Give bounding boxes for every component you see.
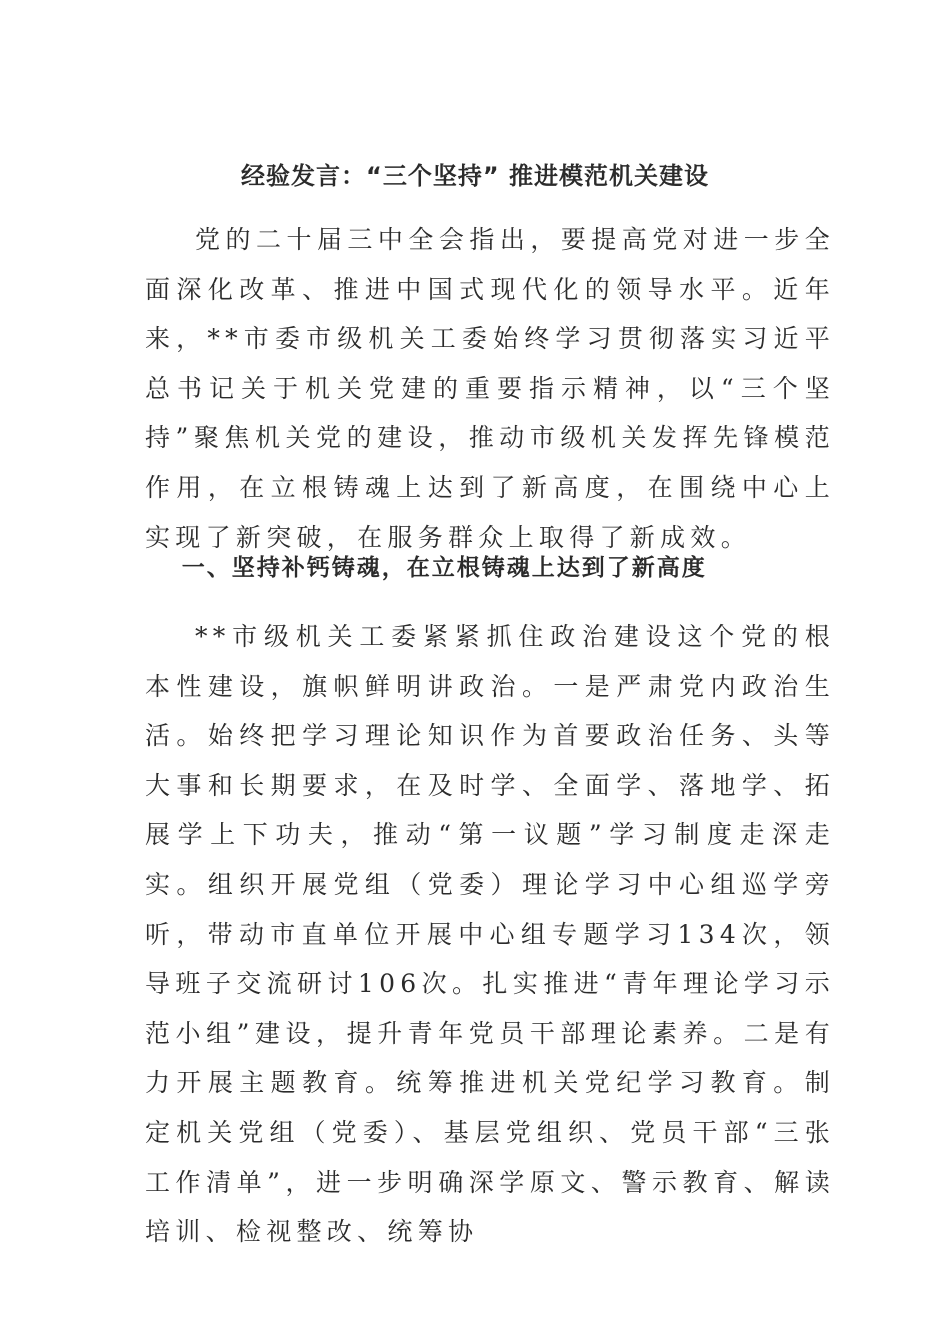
intro-paragraph: 党的二十届三中全会指出，要提高党对进一步全面深化改革、推进中国式现代化的领导水平。近年来，**市委市级机关工委始终学习贯彻落实习近平总书记关于机关党建的重要指示精神，以“三个坚持”聚焦机关党的建设，推动市级机关发挥先锋模范作用，在立根铸魂上达到了新高度，在围绕中心上实现了新突破，在服务群众上取得了新成效。 xyxy=(145,225,835,552)
section-heading: 一、坚持补钙铸魂，在立根铸魂上达到了新高度 xyxy=(181,555,707,581)
section-1-paragraph: **市级机关工委紧紧抓住政治建设这个党的根本性建设，旗帜鲜明讲政治。一是严肃党内政治生活。始终把学习理论知识作为首要政治任务、头等大事和长期要求，在及时学、全面学、落地学、拓展学上下功夫，推动“第一议题”学习制度走深走实。组织开展党组（党委）理论学习中心组巡学旁听，带动市直单位开展中心组专题学习134次，领导班子交流研讨106次。扎实推进“青年理论学习示范小组”建设，提升青年党员干部理论素养。二是有力开展主题教育。统筹推进机关党纪学习教育。制定机关党组（党委）、基层党组织、党员干部“三张工作清单”，进一步明确深学原文、警示教育、解读培训、检视整改、统筹协 xyxy=(145,622,835,1247)
document-title: 经验发言：“三个坚持” 推进模范机关建设 xyxy=(241,162,709,190)
